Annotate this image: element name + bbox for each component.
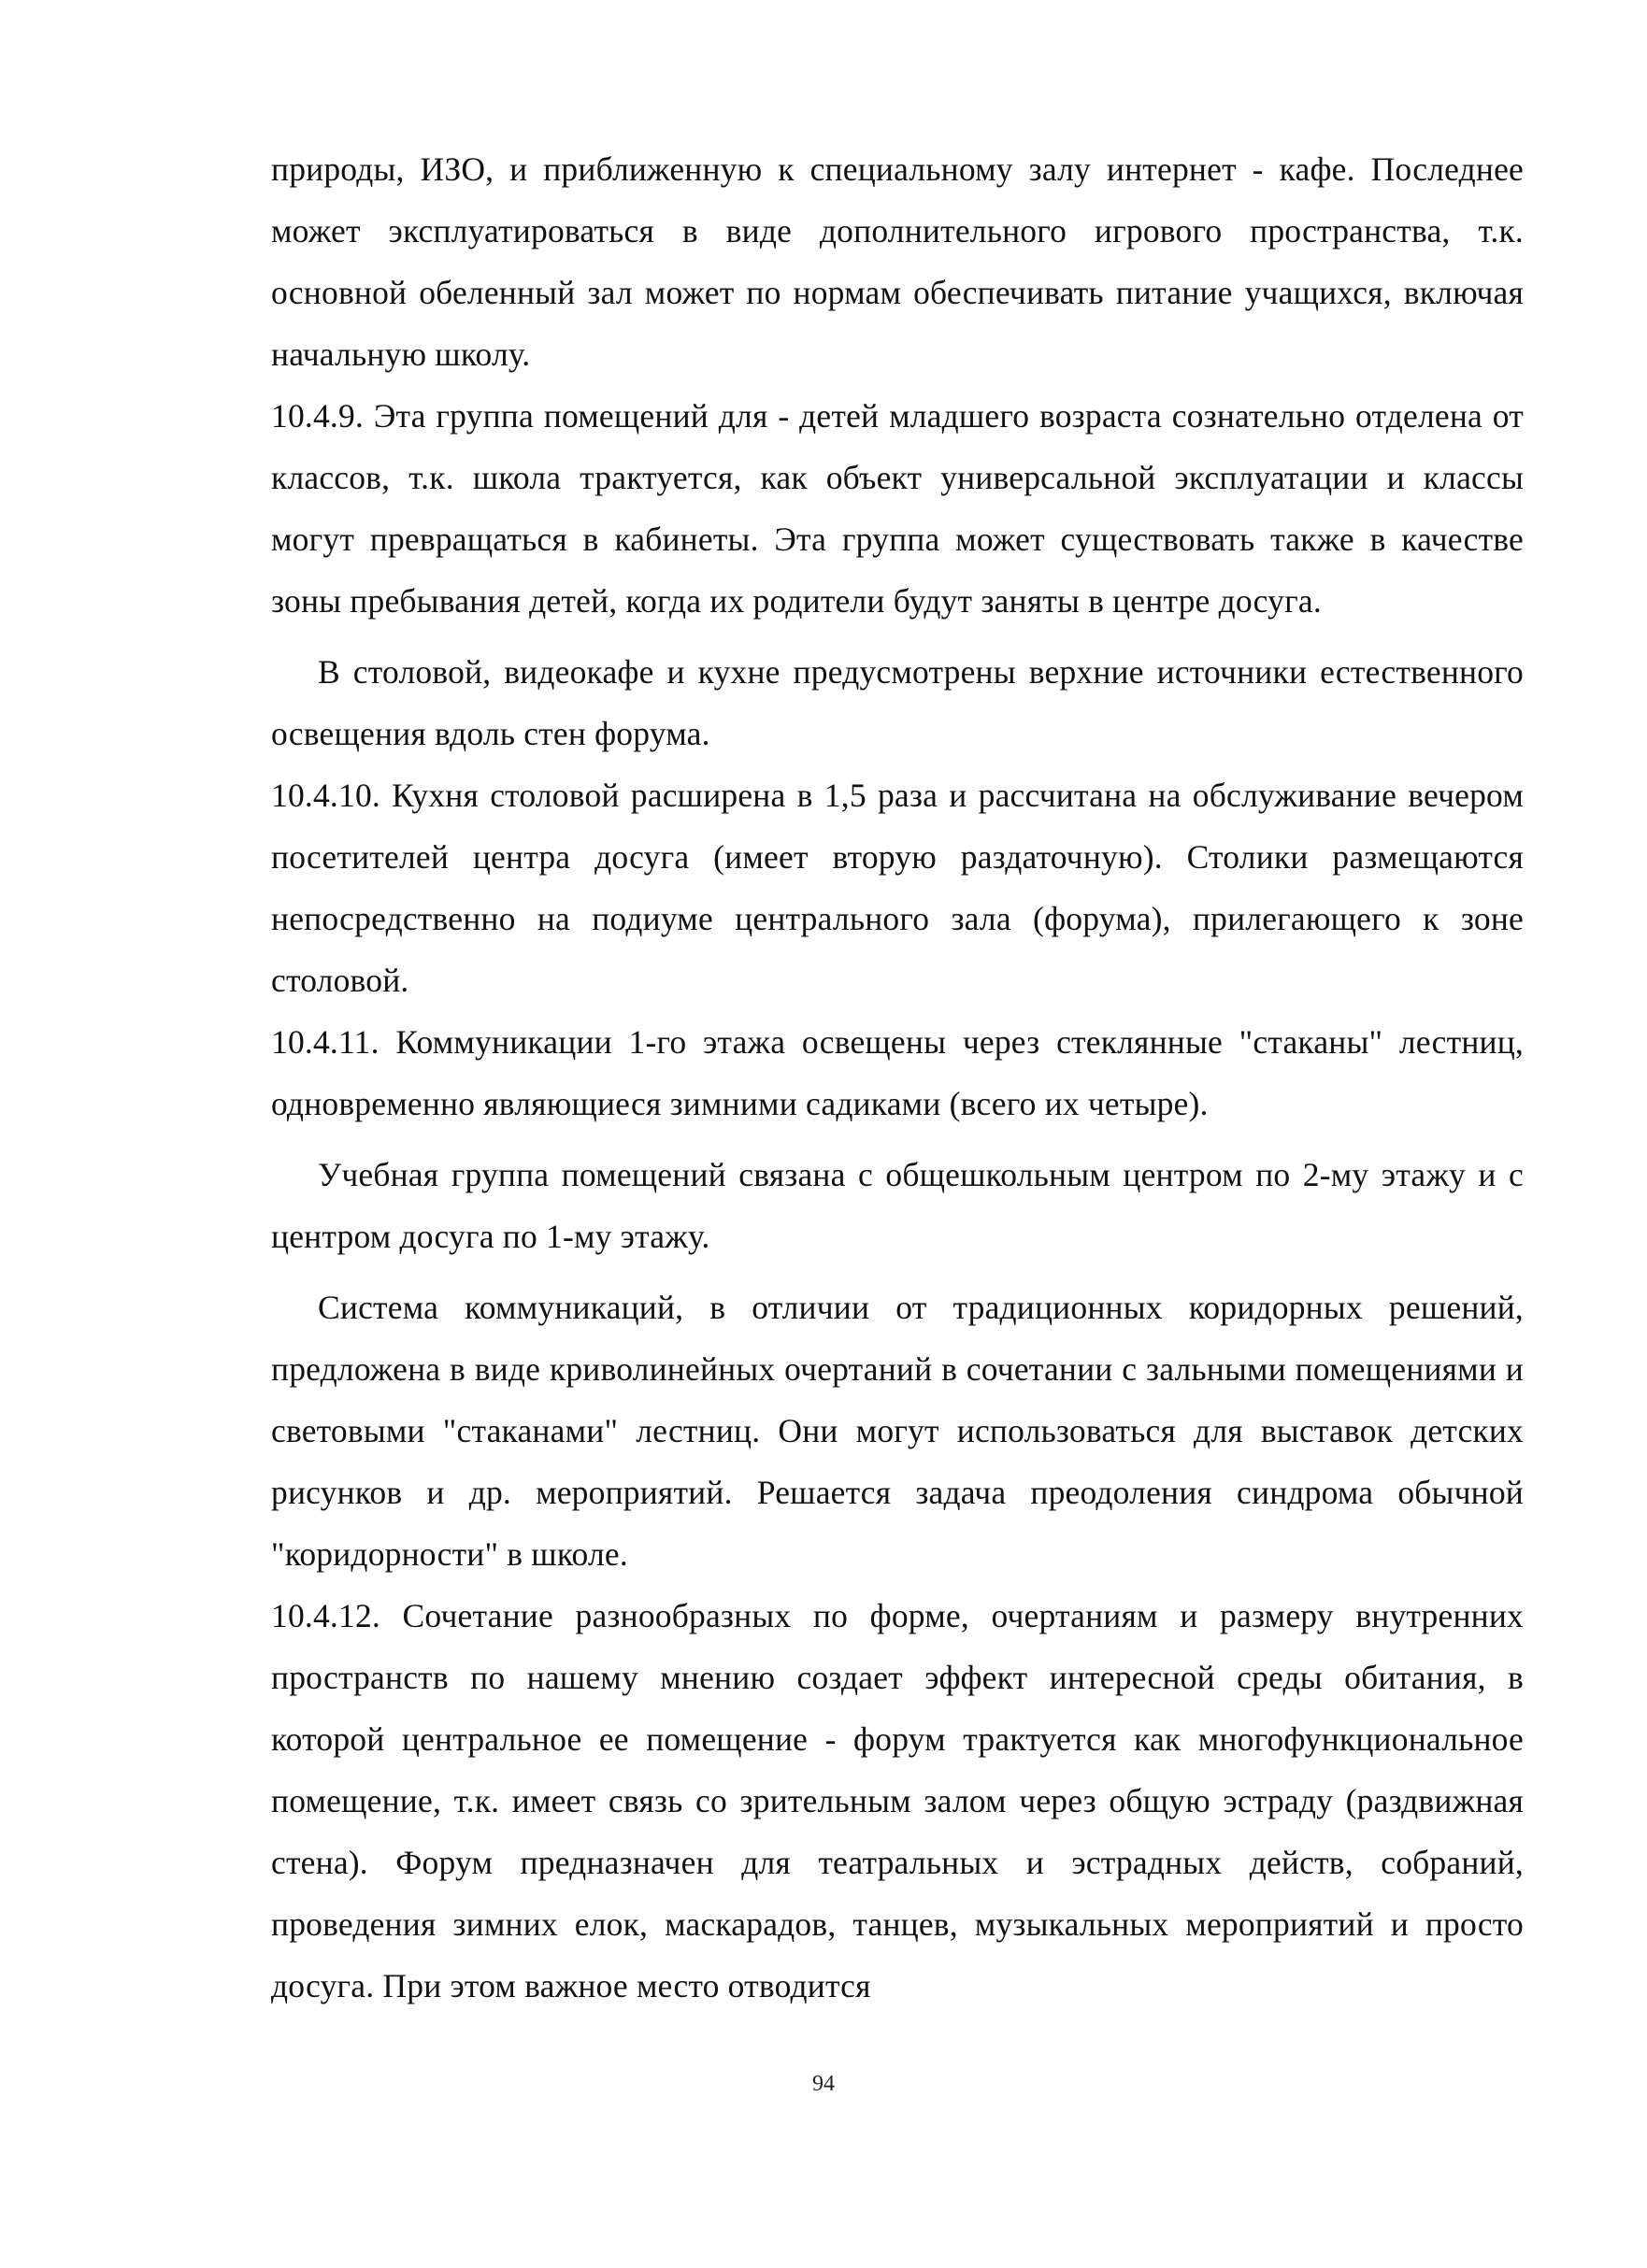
paragraph-10-4-11: 10.4.11. Коммуникации 1-го этажа освещены через стеклянные "стаканы" лестниц, одновременно являющиеся зимними садиками (всего их четыре).	[271, 1023, 1524, 1122]
paragraph-10-4-9: 10.4.9. Эта группа помещений для - детей младшего возраста сознательно отделена от классов, т.к. школа трактуется, как объект универсальной эксплуатации и классы могут превращаться в кабинеты. Эта группа может существовать также в качестве зоны пребывания детей, когда их родители будут заняты в центре досуга.	[271, 397, 1524, 620]
body-text	[271, 138, 1524, 2017]
paragraph-communication-system: Система коммуникаций, в отличии от традиционных коридорных решений, предложена в виде криволинейных очертаний в сочетании с зальными помещениями и световыми "стаканами" лестниц. Они могут использоваться для выставок детских рисунков и др. мероприятий. Решается задача преодоления синдрома обычной "коридорности" в школе.	[271, 1289, 1524, 1573]
paragraph-continuation: природы, ИЗО, и приближенную к специальному залу интернет - кафе. Последнее может эксплуатироваться в виде дополнительного игрового пространства, т.к. основной обеленный зал может по нормам обеспечивать питание учащихся, включая начальную школу.	[271, 150, 1524, 373]
paragraph-10-4-12: 10.4.12. Сочетание разнообразных по форме, очертаниям и размеру внутренних пространств по нашему мнению создает эффект интересной среды обитания, в которой центральное ее помещение - форум трактуется как многофункциональное помещение, т.к. имеет связь со зрительным залом через общую эстраду (раздвижная стена). Форум предназначен для театральных и эстрадных действ, собраний, проведения зимних елок, маскарадов, танцев, музыкальных мероприятий и просто досуга. При этом важное место отводится	[271, 1597, 1524, 2004]
page-number: 94	[812, 2072, 835, 2096]
paragraph-dining-lighting: В столовой, видеокафе и кухне предусмотрены верхние источники естественного освещения вдоль стен форума.	[271, 653, 1524, 752]
paragraph-10-4-10: 10.4.10. Кухня столовой расширена в 1,5 раза и рассчитана на обслуживание вечером посетителей центра досуга (имеет вторую раздаточную). Столики размещаются непосредственно на подиуме центрального зала (форума), прилегающего к зоне столовой.	[271, 777, 1524, 999]
paragraph-study-group: Учебная группа помещений связана с общешкольным центром по 2-му этажу и с центром досуга по 1-му этажу.	[271, 1156, 1524, 1255]
